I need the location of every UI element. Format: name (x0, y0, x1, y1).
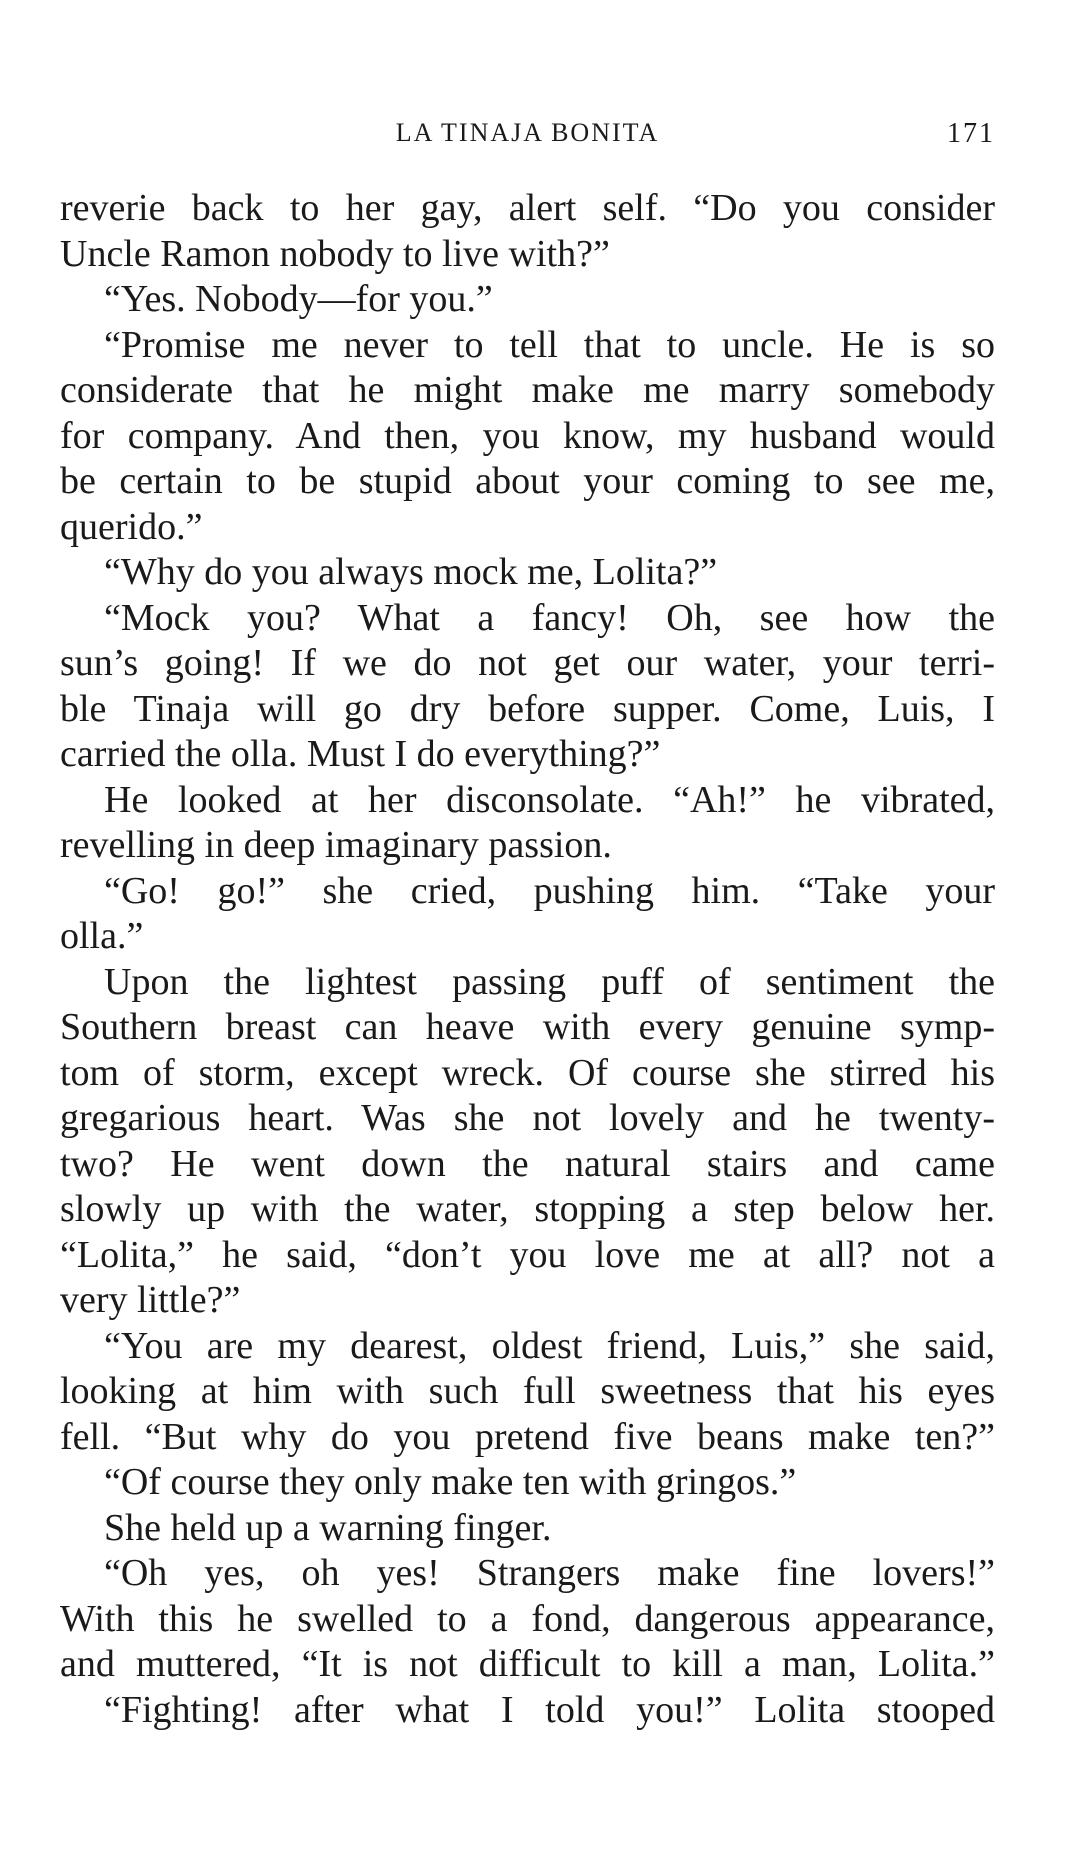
text-line: Southern breast can heave with every genuine symp- (60, 1006, 995, 1048)
text-line: sun’s going! If we do not get our water, your terri- (60, 642, 995, 684)
page-number: 171 (947, 118, 995, 149)
text-line: reverie back to her gay, alert self. “Do you consider (60, 187, 995, 229)
text-line: “Of course they only make ten with gringos.” (104, 1461, 797, 1503)
text-line: querido.” (60, 505, 203, 548)
text-line: “Fighting! after what I told you!” Lolita stooped (104, 1688, 995, 1731)
text-line: “Why do you always mock me, Lolita?” (104, 551, 718, 593)
text-line: fell. “But why do you pretend five beans make ten?” (60, 1415, 995, 1458)
text-line: She held up a warning finger. (104, 1506, 552, 1549)
text-line: olla.” (60, 915, 144, 957)
text-line: revelling in deep imaginary passion. (60, 824, 612, 866)
text-line: “You are my dearest, oldest friend, Luis,” she said, (104, 1324, 995, 1367)
text-line: slowly up with the water, stopping a step below her. (60, 1188, 995, 1230)
running-title: LA TINAJA BONITA (395, 118, 660, 147)
text-line: tom of storm, except wreck. Of course she stirred his (60, 1051, 995, 1094)
text-line: two? He went down the natural stairs and came (60, 1142, 995, 1185)
text-line: for company. And then, you know, my husband would (60, 414, 995, 457)
text-line: Upon the lightest passing puff of sentiment the (104, 960, 995, 1003)
text-line: “Go! go!” she cried, pushing him. “Take your (104, 869, 995, 912)
text-line: He looked at her disconsolate. “Ah!” he vibrated, (104, 778, 995, 821)
text-line: “Lolita,” he said, “don’t you love me at all? not a (60, 1233, 995, 1276)
text-line: “Promise me never to tell that to uncle. He is so (104, 323, 995, 366)
text-line: gregarious heart. Was she not lovely and he twenty- (60, 1097, 995, 1139)
text-line: “Yes. Nobody—for you.” (104, 278, 493, 320)
text-line: ble Tinaja will go dry before supper. Come, Luis, I (60, 687, 995, 730)
text-line: very little?” (60, 1279, 241, 1321)
text-line: carried the olla. Must I do everything?” (60, 733, 661, 775)
text-line: “Mock you? What a fancy! Oh, see how the (104, 596, 995, 639)
text-line: With this he swelled to a fond, dangerous appearance, (60, 1597, 995, 1640)
text-line: looking at him with such full sweetness that his eyes (60, 1370, 995, 1412)
text-line: be certain to be stupid about your coming to see me, (60, 460, 995, 502)
text-line: and muttered, “It is not difficult to kill a man, Lolita.” (60, 1643, 995, 1685)
text-line: “Oh yes, oh yes! Strangers make fine lovers!” (104, 1552, 995, 1594)
text-line: considerate that he might make me marry somebody (60, 369, 995, 411)
text-line: Uncle Ramon nobody to live with?” (60, 232, 610, 275)
body-text (60, 186, 995, 1733)
running-head (60, 118, 995, 158)
